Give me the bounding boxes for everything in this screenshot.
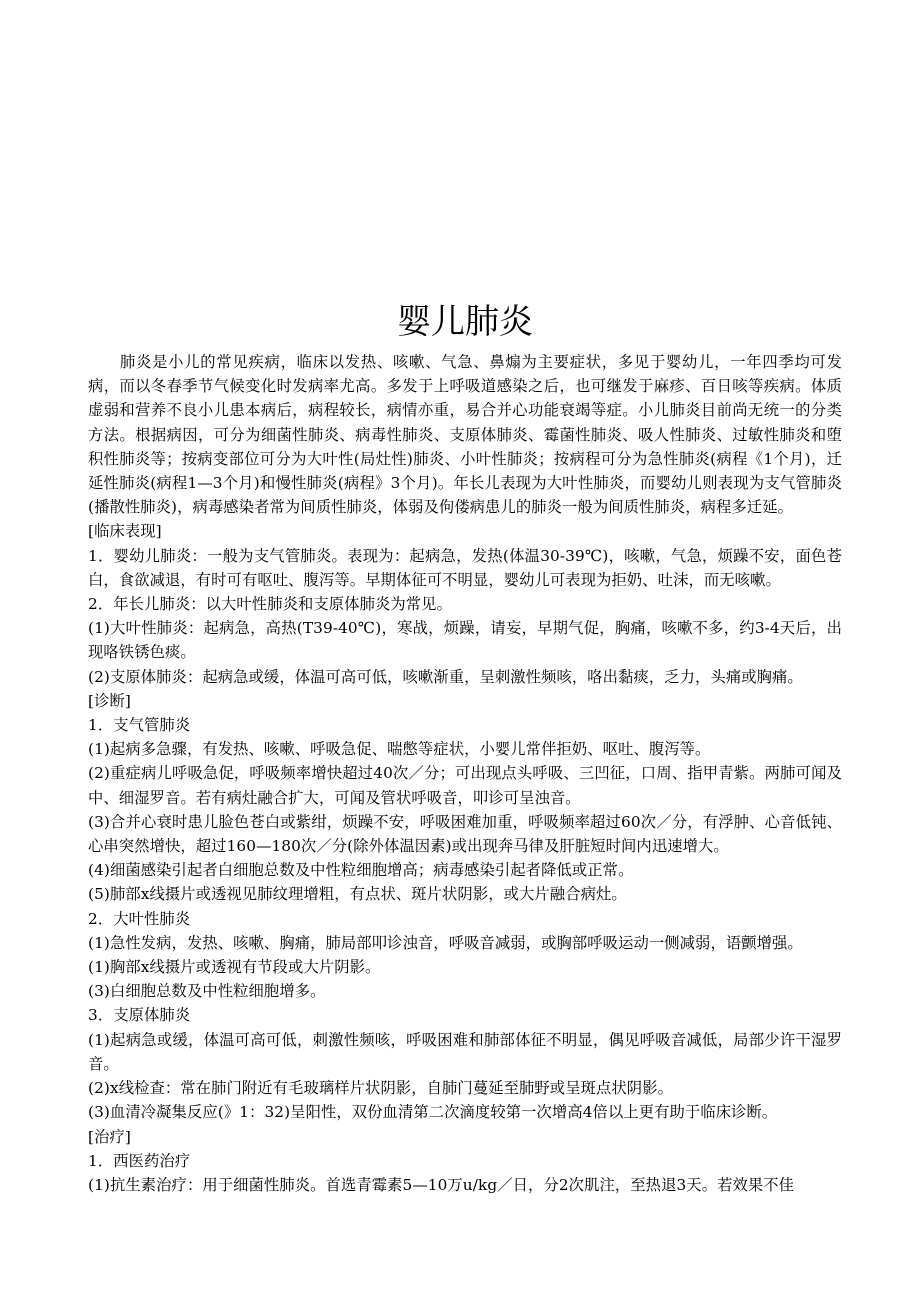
paragraph: (1)急性发病，发热、咳嗽、胸痛，肺局部叩诊浊音，呼吸音减弱，或胸部呼吸运动一侧减弱，语颤增强。 [88,933,803,952]
section-heading-treatment: [治疗] [88,1127,131,1146]
paragraph: (3)血清冷凝集反应(》1：32)呈阳性，双份血清第二次滴度较第一次增高4倍以上更有助于临床诊断。 [88,1103,778,1122]
section-heading-clinical: [临床表现] [88,522,162,541]
paragraph: (1)抗生素治疗：用于细菌性肺炎。首选青霉素5—10万u/kg／日，分2次肌注，至热退3天。若效果不佳 [88,1175,795,1194]
subheading: 3．支原体肺炎 [88,1006,191,1025]
paragraph: (3)合并心衰时患儿脸色苍白或紫绀，烦躁不安，呼吸困难加重，呼吸频率超过60次／分，有浮肿、心音低钝、心串突然增快，超过160—180次／分(除外体温因素)或出现奔马律及肝脏短时间内迅速增大。 [88,812,842,856]
paragraph: (1)起病急或缓，体温可高可低，刺激性频咳，呼吸困难和肺部体征不明显，偶见呼吸音减低，局部少许干湿罗音。 [88,1030,842,1073]
subheading: 1．西医药治疗 [88,1151,191,1170]
intro-paragraph: 肺炎是小儿的常见疾病，临床以发热、咳嗽、气急、鼻煽为主要症状，多见于婴幼儿，一年四季均可发病，而以冬春季节气候变化时发病率尤高。多发于上呼吸道感染之后，也可继发于麻疹、百日咳等疾病。体质虚弱和营养不良小儿患本病后，病程较长，病情亦重，易合并心功能衰竭等症。小儿肺炎目前尚无统一的分类方法。根据病因，可分为细菌性肺炎、病毒性肺炎、支原体肺炎、霉菌性肺炎、吸人性肺炎、过敏性肺炎和堕积性肺炎等；按病变部位可分为大叶性(局灶性)肺炎、小叶性肺炎；按病程可分为急性肺炎(病程《1个月)，迁延性肺炎(病程1—3个月)和慢性肺炎(病程》3个月)。年长儿表现为大叶性肺炎，而婴幼儿则表现为支气管肺炎(播散性肺炎)，病毒感染者常为间质性肺炎，体弱及佝偻病患儿的肺炎一般为间质性肺炎，病程多迁延。 [88,353,842,517]
document-title: 婴儿肺炎 [397,302,533,342]
paragraph: (4)细菌感染引起者白细胞总数及中性粒细胞增高；病毒感染引起者降低或正常。 [88,861,634,880]
subheading: 1．支气管肺炎 [88,716,191,735]
paragraph: (2)x线检查：常在肺门附近有毛玻璃样片状阴影，自肺门蔓延至肺野或呈斑点状阴影。 [88,1079,673,1098]
paragraph: (1)胸部x线摄片或透视有节段或大片阴影。 [88,958,381,977]
paragraph: (5)肺部x线摄片或透视见肺纹理增粗，有点状、斑片状阴影，或大片融合病灶。 [88,885,627,904]
paragraph: (2)支原体肺炎：起病急或缓，体温可高可低，咳嗽渐重，呈刺激性频咳，咯出黏痰，乏力，头痛或胸痛。 [88,667,803,686]
paragraph: (1)大叶性肺炎：起病急，高热(T39-40℃)，寒战，烦躁，请妄，早期气促，胸痛，咳嗽不多，约3-4天后，出现咯铁锈色痰。 [88,619,842,662]
document-page [88,296,842,1197]
section-heading-diagnosis: [诊断] [88,691,131,710]
paragraph: (1)起病多急骤，有发热、咳嗽、呼吸急促、喘憋等症状，小婴儿常伴拒奶、呕吐、腹泻等。 [88,740,711,759]
paragraph: 1．婴幼儿肺炎：一般为支气管肺炎。表现为：起病急，发热(体温30-39℃)，咳嗽，气急，烦躁不安，面色苍白，食欲减退，有时可有呕吐、腹泻等。早期体征可不明显，婴幼儿可表现为拒奶、吐沫，而无咳嗽。 [88,546,842,589]
paragraph: (2)重症病儿呼吸急促，呼吸频率增快超过40次／分；可出现点头呼吸、三凹征，口周、指甲青紫。两肺可闻及中、细湿罗音。若有病灶融合扩大，可闻及管状呼吸音，叩诊可呈浊音。 [88,764,842,807]
paragraph: 2．年长儿肺炎：以大叶性肺炎和支原体肺炎为常见。 [88,595,452,614]
subheading: 2．大叶性肺炎 [88,909,191,928]
paragraph: (3)白细胞总数及中性粒细胞增多。 [88,982,326,1001]
